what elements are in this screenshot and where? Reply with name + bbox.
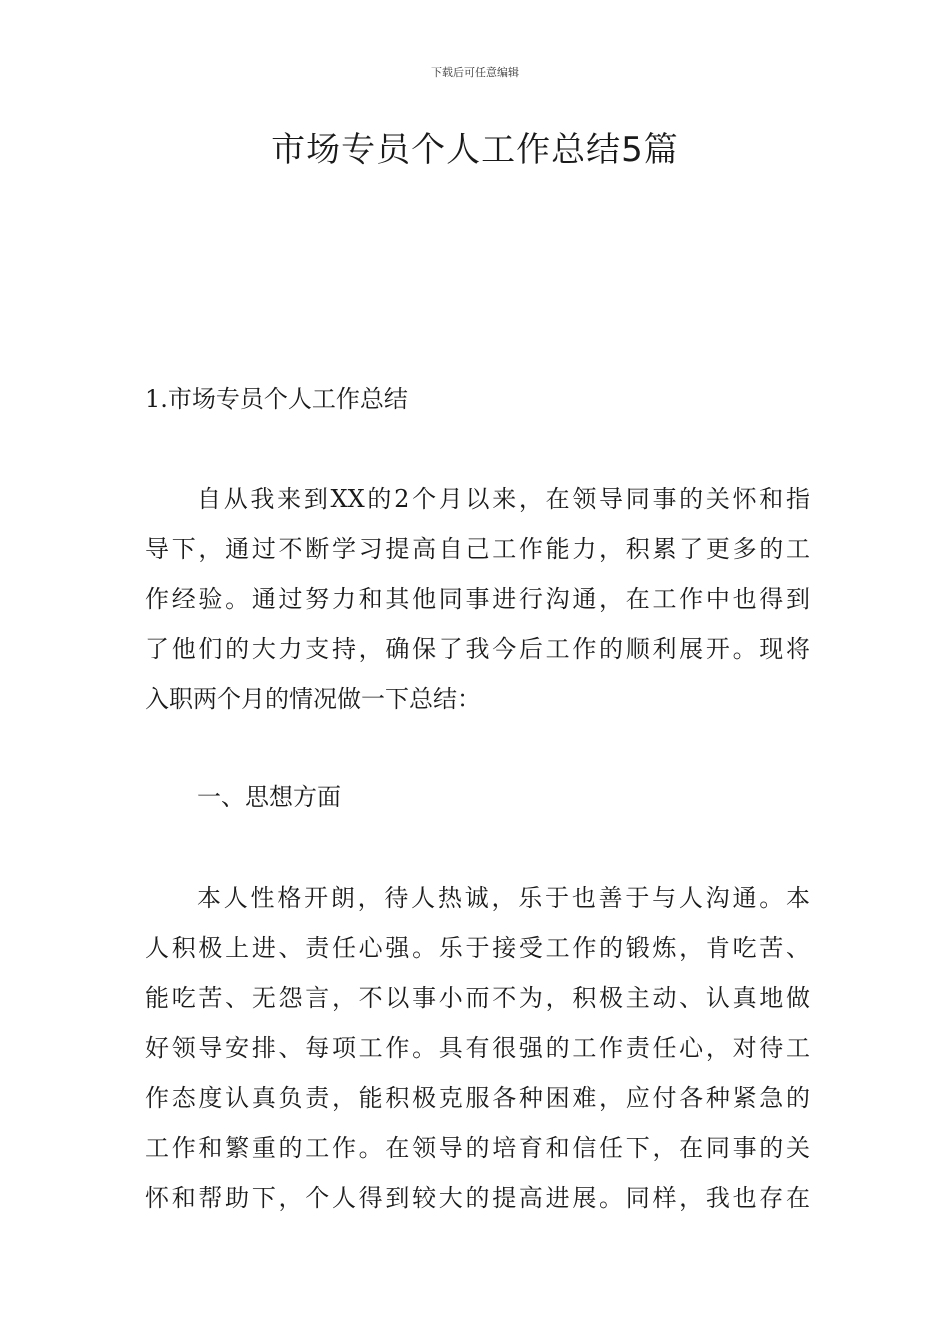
paragraph-line: 能吃苦、无怨言，不以事小而不为，积极主动、认真地做 [145,984,810,1012]
paragraph-line: 好领导安排、每项工作。具有很强的工作责任心，对待工 [145,1034,810,1062]
paragraph-line: 工作和繁重的工作。在领导的培育和信任下，在同事的关 [145,1134,810,1162]
sub-heading: 一、思想方面 [197,783,341,811]
paragraph-line: 导下，通过不断学习提高自己工作能力，积累了更多的工 [145,535,810,563]
paragraph-line: 本人性格开朗，待人热诚，乐于也善于与人沟通。本 [197,884,810,912]
page-title: 市场专员个人工作总结5篇 [271,130,679,170]
paragraph-line: 作态度认真负责，能积极克服各种困难，应付各种紧急的 [145,1084,810,1112]
section-heading: 1.市场专员个人工作总结 [145,385,408,413]
paragraph-line: 作经验。通过努力和其他同事进行沟通，在工作中也得到 [145,585,810,613]
paragraph-line: 了他们的大力支持，确保了我今后工作的顺利展开。现将 [145,635,810,663]
paragraph-intro [145,474,810,724]
paragraph-line: 怀和帮助下，个人得到较大的提高进展。同样，我也存在 [145,1184,810,1212]
paragraph-line: 自从我来到XX的2个月以来，在领导同事的关怀和指 [197,485,810,513]
paragraph-line: 人积极上进、责任心强。乐于接受工作的锻炼，肯吃苦、 [145,934,810,962]
paragraph-line: 入职两个月的情况做一下总结： [145,685,481,713]
paragraph-thoughts [145,873,810,1223]
header-note: 下载后可任意编辑 [431,66,519,79]
